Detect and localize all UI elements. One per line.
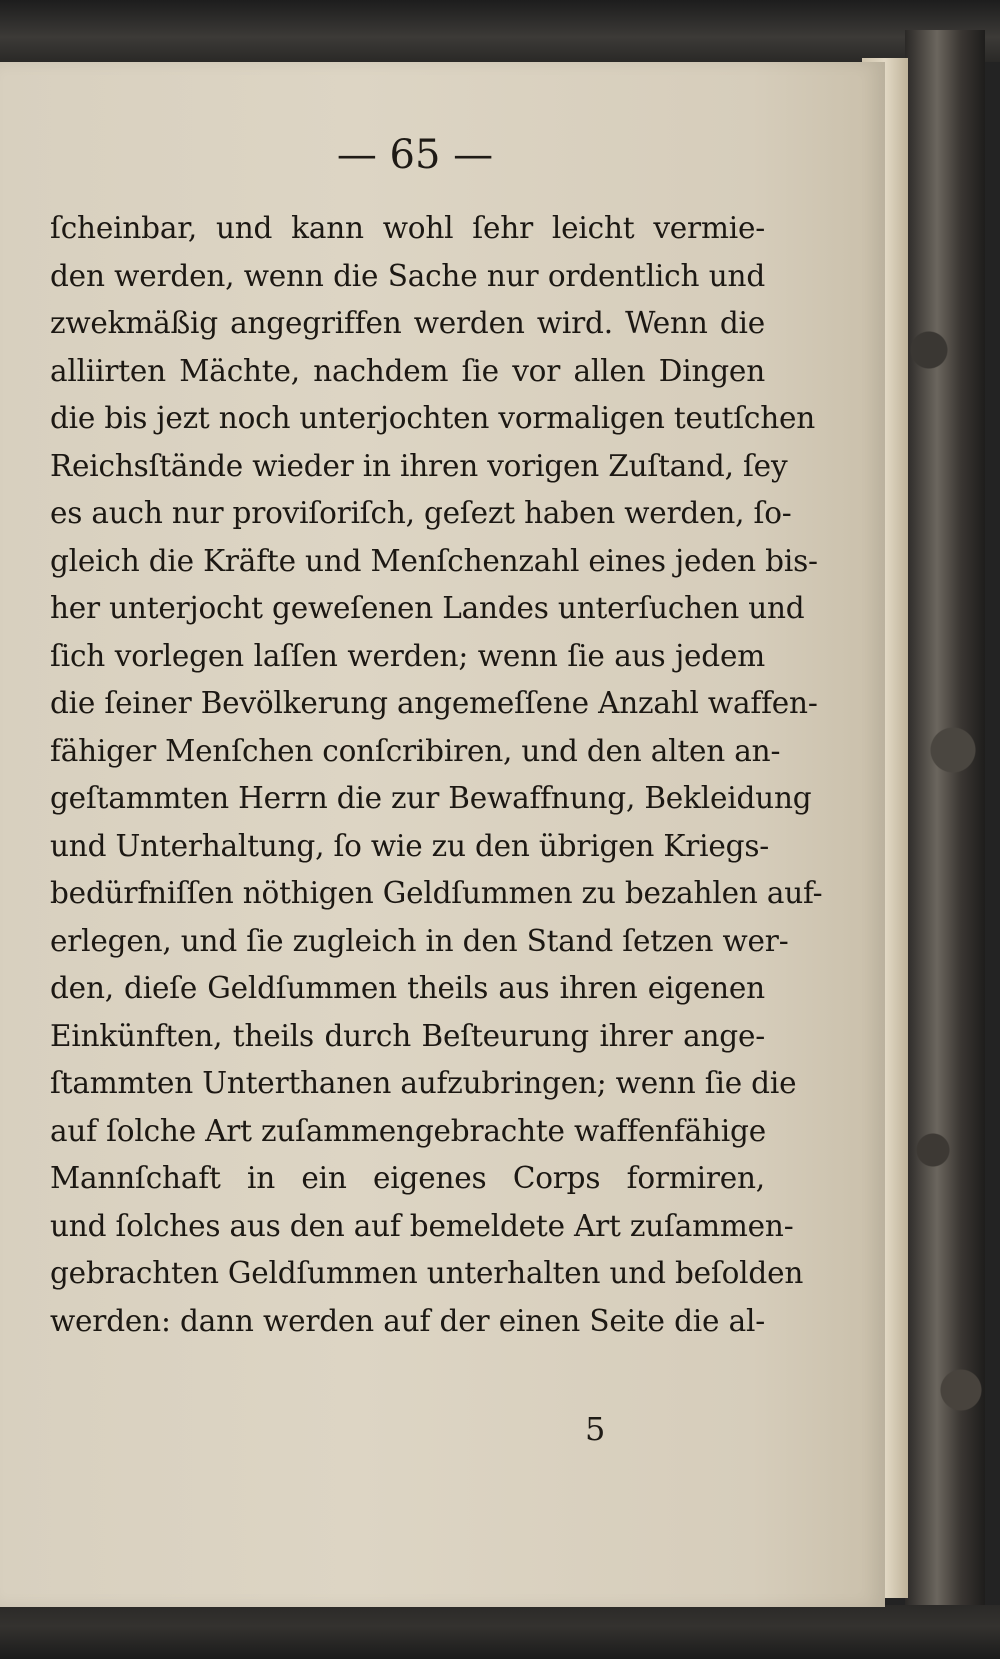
text-line: und ſolches aus den auf bemeldete Art zuſammen- — [50, 1208, 794, 1243]
signature-mark: 5 — [585, 1410, 606, 1448]
text-line: fähiger Menſchen conſcribiren, und den alten an- — [50, 733, 781, 768]
text-line: die ſeiner Bevölkerung angemeſſene Anzahl waffen- — [50, 686, 818, 720]
text-line: auf ſolche Art zuſammengebrachte waffenfähige — [50, 1113, 766, 1148]
text-line: her unterjocht geweſenen Landes unterſuchen und — [50, 591, 805, 625]
page-body-text — [50, 205, 823, 1345]
text-line: ſcheinbar, und kann wohl ſehr leicht vermie- — [50, 211, 765, 245]
book-cover-right — [905, 30, 985, 1630]
text-line: zwekmäßig angegriffen werden wird. Wenn die — [50, 306, 765, 340]
text-line: gleich die Kräfte und Menſchenzahl eines jeden bis- — [50, 543, 818, 578]
text-line: geſtammten Herrn die zur Bewaffnung, Bekleidung — [50, 781, 812, 815]
book-cover-top — [0, 0, 1000, 62]
text-line: die bis jezt noch unterjochten vormaligen teutſchen — [50, 401, 816, 435]
text-line: Mannſchaft in ein eigenes Corps formiren, — [50, 1161, 765, 1195]
text-line: den werden, wenn die Sache nur ordentlich und — [50, 258, 765, 293]
text-line: es auch nur proviſoriſch, geſezt haben werden, ſo- — [50, 496, 792, 530]
text-line: alliirten Mächte, nachdem ſie vor allen Dingen — [50, 353, 765, 388]
page-number-header: — 65 — — [336, 132, 494, 178]
text-line: Reichsſtände wieder in ihren vorigen Zuſtand, ſey — [50, 448, 788, 483]
text-line: gebrachten Geldſummen unterhalten und beſolden — [50, 1256, 804, 1290]
text-line: Einkünften, theils durch Beſteurung ihrer ange- — [50, 1018, 765, 1053]
text-line: bedürfniſſen nöthigen Geldſummen zu bezahlen auf- — [50, 876, 823, 910]
text-line: ſich vorlegen laſſen werden; wenn ſie aus jedem — [50, 638, 765, 673]
text-line: erlegen, und ſie zugleich in den Stand ſetzen wer- — [50, 923, 789, 958]
text-line: ſtammten Unterthanen aufzubringen; wenn ſie die — [50, 1066, 797, 1100]
text-line: und Unterhaltung, ſo wie zu den übrigen Kriegs- — [50, 828, 770, 863]
text-line: den, dieſe Geldſummen theils aus ihren eigenen — [50, 971, 765, 1005]
text-line: werden: dann werden auf der einen Seite die al- — [50, 1303, 765, 1338]
book-cover-bottom — [0, 1605, 1000, 1659]
